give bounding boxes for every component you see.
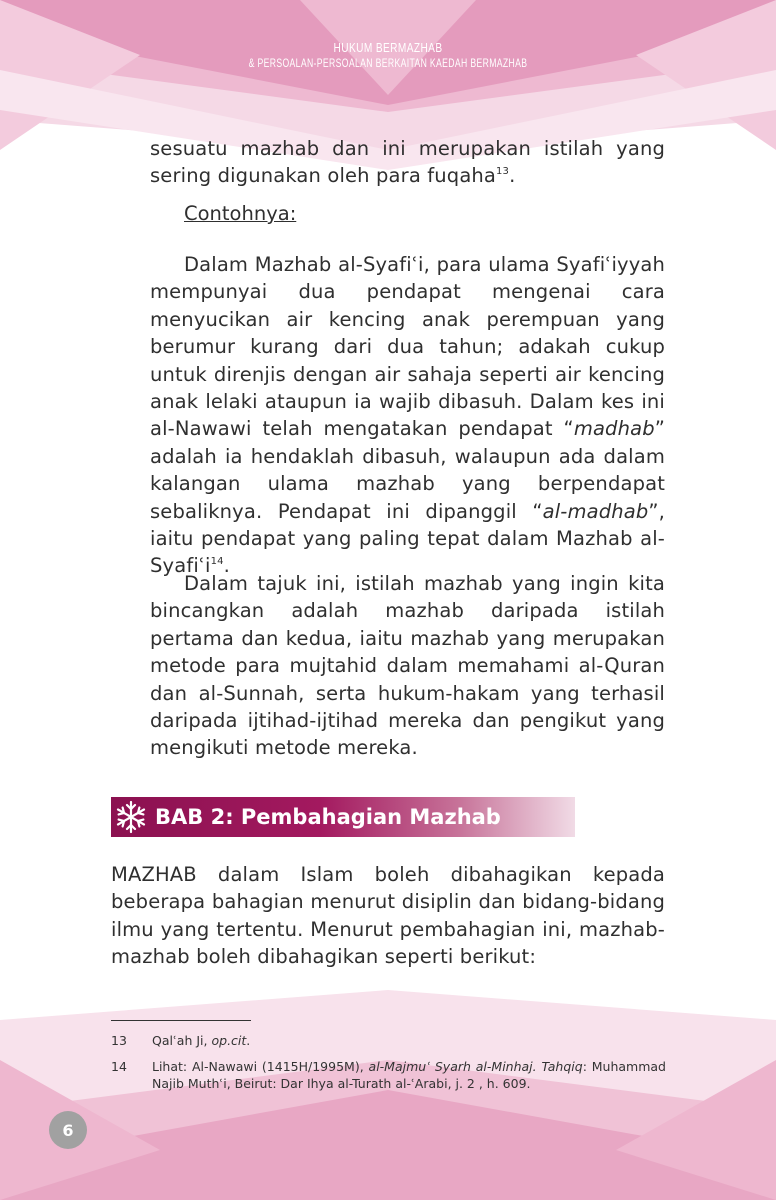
paragraph-1 bbox=[150, 135, 665, 190]
section-paragraph bbox=[111, 861, 665, 971]
snowflake-icon bbox=[111, 797, 151, 837]
example-label: Contohnya: bbox=[184, 202, 297, 225]
page-number-badge: 6 bbox=[49, 1111, 87, 1149]
paragraph-3-text: Dalam tajuk ini, istilah mazhab yang ingin kita bincangkan adalah mazhab daripada istilah pertama dan kedua, iaitu mazhab yang merupakan metode para mujtahid dalam memahami al-Quran dan al-Sunnah, serta hukum-hakam yang terhasil daripada ijtihad-ijtihad mereka dan pengikut yang mengikuti metode mereka. bbox=[150, 572, 665, 760]
term-madhab: madhab bbox=[573, 417, 655, 441]
section-paragraph-text: MAZHAB dalam Islam boleh dibahagikan kepada beberapa bahagian menurut disiplin dan bidang-bidang ilmu yang tertentu. Menurut pembahagian ini, mazhab-mazhab boleh dibahagikan seperti berikut: bbox=[111, 863, 665, 969]
running-header bbox=[0, 40, 776, 71]
paragraph-2-end: . bbox=[223, 554, 230, 578]
paragraph-3 bbox=[150, 570, 665, 762]
footnote-number: 14 bbox=[111, 1059, 127, 1074]
section-title: BAB 2: Pembahagian Mazhab bbox=[155, 805, 501, 829]
paragraph-2-part-b: ” adalah ia hendaklah dibasuh, walaupun ada dalam kalangan ulama mazhab yang berpendapat sebaliknya. Pendapat ini dipanggil “ bbox=[150, 417, 665, 523]
paragraph-2-part-a: Dalam Mazhab al-Syafiʿi, para ulama Syafiʿiyyah mempunyai dua pendapat mengenai cara menyucikan air kencing anak perempuan yang berumur kurang dari dua tahun; adakah cukup untuk direnjis dengan air sahaja seperti air kencing anak lelaki ataupun ia wajib dibasuh. Dalam kes ini al-Nawawi telah mengatakan pendapat “ bbox=[150, 253, 665, 441]
footnote-ref-14[interactable]: 14 bbox=[210, 556, 224, 568]
paragraph-2 bbox=[150, 251, 665, 580]
paragraph-1-end: . bbox=[509, 164, 516, 188]
paragraph-2-part-c: ”, iaitu pendapat yang paling tepat dalam Mazhab al-Syafiʿi bbox=[150, 499, 665, 578]
section-heading bbox=[111, 797, 575, 837]
paragraph-1-text: sesuatu mazhab dan ini merupakan istilah yang sering digunakan oleh para fuqaha bbox=[150, 137, 665, 188]
header-title: HUKUM BERMAZHAB bbox=[333, 40, 443, 55]
footnote-divider bbox=[111, 1020, 251, 1021]
footnote-text: Lihat: Al-Nawawi (1415H/1995M), al-Majmuʿ Syarh al-Minhaj. Tahqiq: Muhammad Najib Muthʿi, Beirut: Dar Ihya al-Turath al-ʿArabi, j. 2 , h. 609. bbox=[152, 1059, 666, 1091]
footnote-ref-13[interactable]: 13 bbox=[496, 166, 510, 178]
footnote-text: Qalʿah Ji, op.cit. bbox=[152, 1033, 251, 1048]
footnote-number: 13 bbox=[111, 1033, 127, 1048]
header-subtitle: & PERSOALAN-PERSOALAN BERKAITAN KAEDAH BERMAZHAB bbox=[248, 56, 528, 70]
term-al-madhab: al-madhab bbox=[542, 499, 649, 523]
